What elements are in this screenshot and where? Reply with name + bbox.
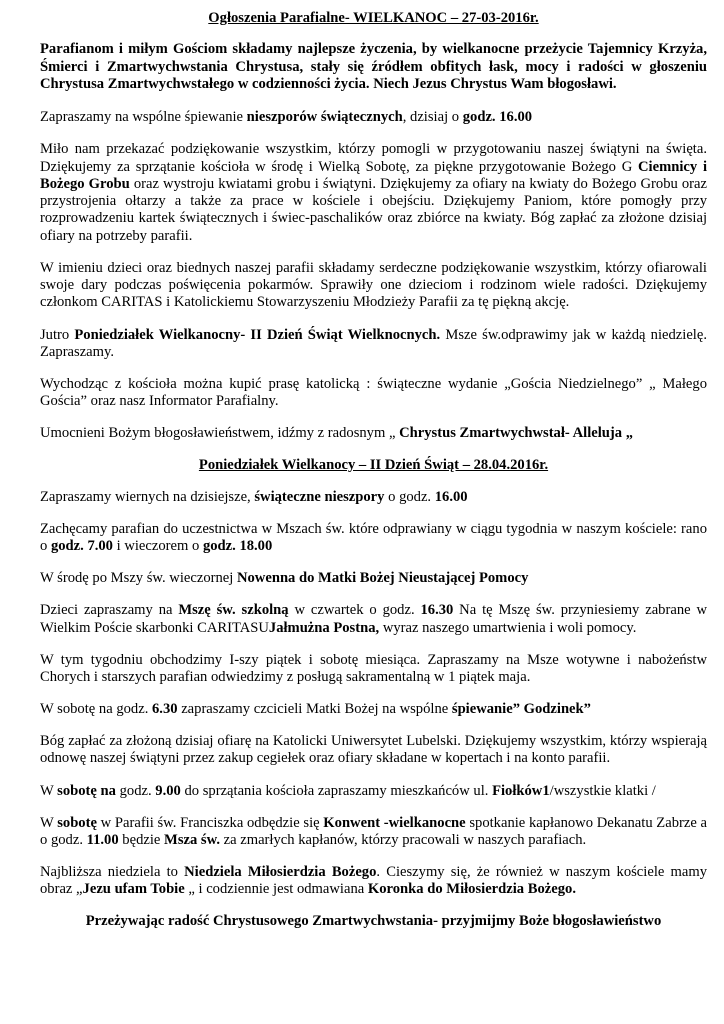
- paragraph-first-friday: W tym tygodniu obchodzimy I-szy piątek i sobotę miesiąca. Zapraszamy na Msze wotywne i nabożeństw Chorych i starszych parafian odwiedzimy z posługą sakramentalną w 1 piątek maja.: [40, 651, 707, 685]
- paragraph-kul: Bóg zapłać za złożoną dzisiaj ofiarę na Katolicki Uniwersytet Lubelski. Dziękujemy wszystkim, którzy wspierają odnowę naszej świątyni przez zakup cegiełek oraz ofiary składane w kopertach i na konto parafii.: [40, 733, 707, 767]
- paragraph-children-thanks: W imieniu dzieci oraz biednych naszej parafii składamy serdeczne podziękowanie wszystkim, którzy ofiarowali swoje dary podczas poświęcenia pokarmów. Sprawiły one dzieciom i rodzinom wiele radości. Dziękujemy członkom CARITAS i Katolickiemu Stowarzyszeniu Młodzieży Parafii za tę piękną akcję.: [40, 259, 707, 311]
- paragraph-monday-vespers: Zapraszamy wiernych na dzisiejsze, świąteczne nieszpory o godz. 16.00: [40, 488, 468, 505]
- paragraph-weekday-mass: Zachęcamy parafian do uczestnictwa w Mszach św. które odprawiany w ciągu tygodnia w naszym kościele: rano o godz. 7.00 i wieczorem o godz. 18.00: [40, 520, 707, 555]
- section-title-monday: Poniedziałek Wielkanocy – II Dzień Świąt – 28.04.2016r.: [198, 457, 549, 474]
- paragraph-novena: W środę po Mszy św. wieczornej Nowenna do Matki Bożej Nieustającej Pomocy: [40, 570, 529, 587]
- paragraph-divine-mercy: Najbliższa niedziela to Niedziela Miłosierdzia Bożego. Cieszymy się, że również w naszym kościele mamy obraz „Jezu ufam Tobie „ i codziennie jest odmawiana Koronka do Miłosierdzia Bożego.: [40, 864, 707, 898]
- intro-paragraph: Parafianom i miłym Gościom składamy najlepsze życzenia, by wielkanocne przeżycie Tajemnicy Krzyża, Śmierci i Zmartwychwstania Chrystusa, stały się źródłem obfitych łask, mocy i radości w głoszeniu Chrystusa Zmartwychwstałego w codzienności życia. Niech Jezus Chrystus Wam błogosławi.: [40, 41, 707, 92]
- paragraph-school-mass: Dzieci zapraszamy na Mszę św. szkolną w czwartek o godz. 16.30 Na tę Mszę św. przyniesiemy zabrane w Wielkim Poście skarbonki CARITASUJałmużna Postna, wyraz naszego umartwienia i woli pomocy.: [40, 602, 708, 636]
- page-title: Ogłoszenia Parafialne- WIELKANOC – 27-03-2016r.: [208, 10, 539, 26]
- paragraph-thanks: Miło nam przekazać podziękowanie wszystkim, którzy pomogli w przygotowaniu naszej świątyni na święta. Dziękujemy za sprzątanie kościoła w środę i Wielką Sobotę, za piękne przygotowanie Bożego G Ciemnicy i Bożego Grobu oraz wystroju kwiatami grobu i świątyni. Dziękujemy za ofiary na kwiaty do Bożego Grobu oraz przystrojenia ołtarzy a także za prace w kościele i obejściu. Dziękujemy Paniom, które pomogły przy rozprowadzeniu kartek świątecznych i świec-paschalików oraz zbiórce na kwiaty. Bóg zapłać za złożone dzisiaj ofiary na potrzeby parafii.: [40, 141, 707, 244]
- closing-blessing: Przeżywając radość Chrystusowego Zmartwychwstania- przyjmijmy Boże błogosławieństwo: [85, 913, 662, 930]
- paragraph-godzinki: W sobotę na godz. 6.30 zapraszamy czcicieli Matki Bożej na wspólne śpiewanie” Godzinek”: [40, 701, 591, 718]
- paragraph-convent: W sobotę w Parafii św. Franciszka odbędzie się Konwent -wielkanocne spotkanie kapłanowo Dekanatu Zabrze a o godz. 11.00 będzie Msza św. za zmarłych kapłanów, którzy pracowali w naszych parafiach.: [40, 814, 707, 848]
- paragraph-press: Wychodząc z kościoła można kupić prasę katolicką : świąteczne wydanie „Gościa Niedzielnego” „ Małego Gościa” oraz nasz Informator Parafialny.: [40, 375, 707, 410]
- paragraph-easter-monday: Jutro Poniedziałek Wielkanocny- II Dzień Świąt Wielknocnych. Msze św.odprawimy jak w każdą niedzielę. Zapraszamy.: [40, 326, 707, 360]
- paragraph-alleluja: Umocnieni Bożym błogosławieństwem, idźmy z radosnym „ Chrystus Zmartwychwstał- Alleluja „: [40, 425, 634, 442]
- paragraph-cleaning: W sobotę na godz. 9.00 do sprzątania kościoła zapraszamy mieszkańców ul. Fiołków1/wszystkie klatki /: [40, 782, 656, 799]
- paragraph-vespers: Zapraszamy na wspólne śpiewanie nieszporów świątecznych, dzisiaj o godz. 16.00: [40, 109, 533, 126]
